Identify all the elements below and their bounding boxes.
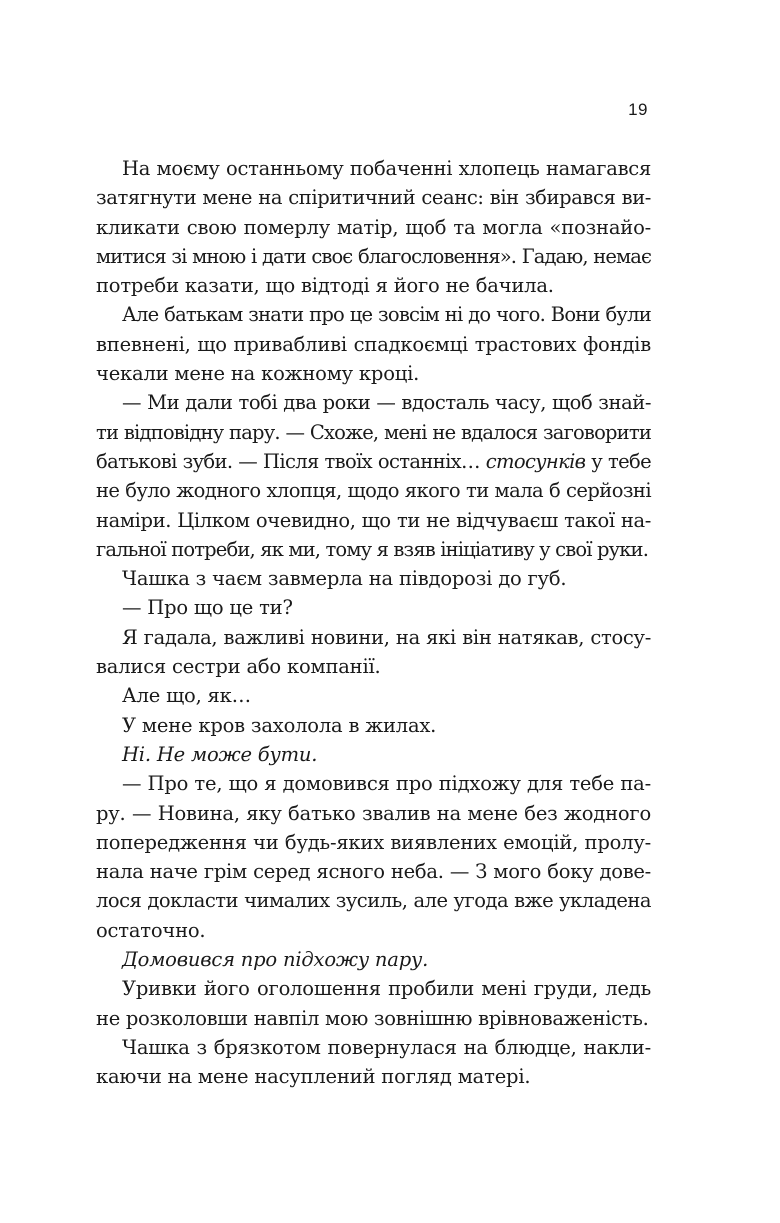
text-line-content: каючи на мене насуплений погляд матері.: [96, 1065, 531, 1089]
text-line: [96, 1033, 651, 1062]
text-line: [96, 1062, 651, 1091]
text-line-content: Я гадала, важливі новини, на які він натякав, стосу-: [122, 625, 651, 649]
text-line: [96, 1004, 651, 1033]
text-line-content: остаточно.: [96, 918, 206, 942]
text-line: [96, 652, 651, 681]
text-line-content: ти відповідну пару. — Схоже, мені не вдалося заговорити: [96, 420, 651, 444]
text-line-content: чекали мене на кожному кроці.: [96, 362, 420, 386]
text-line: [96, 506, 651, 535]
text-line: [96, 623, 651, 652]
page-number: 19: [628, 100, 648, 119]
text-line-content: Чашка з брязкотом повернулася на блюдце, накли-: [122, 1035, 651, 1059]
text-line: [96, 535, 651, 564]
text-line: [96, 769, 651, 798]
text-line: [96, 300, 651, 329]
text-line: [96, 418, 651, 447]
text-line-content: — Про що це ти?: [122, 596, 293, 620]
text-line: [96, 271, 651, 300]
text-line-content: затягнути мене на спіритичний сеанс: він збирався ви-: [96, 186, 651, 210]
text-line: [96, 886, 651, 915]
text-line-content: не було жодного хлопця, щодо якого ти мала б серйозні: [96, 479, 651, 503]
text-line: [96, 857, 651, 886]
text-line: [96, 593, 651, 622]
text-line: [96, 711, 651, 740]
text-line-tail: у тебе: [585, 449, 651, 473]
text-line: [96, 183, 651, 212]
text-line-content: впевнені, що привабливі спадкоємці трастових фондів: [96, 332, 651, 356]
text-line-content: Чашка з чаєм завмерла на півдорозі до губ.: [122, 567, 567, 591]
text-line-content: валися сестри або компанії.: [96, 655, 381, 679]
text-line-content: митися зі мною і дати своє благословення». Гадаю, немає: [96, 244, 651, 268]
text-line-content: Але що, як…: [122, 684, 251, 708]
text-line-content: Уривки його оголошення пробили мені груди, ледь: [122, 977, 651, 1001]
text-line-content: На моєму останньому побаченні хлопець намагався: [122, 157, 651, 180]
text-line: [96, 476, 651, 505]
text-line-content: наміри. Цілком очевидно, що ти не відчуваєш такої на-: [96, 508, 651, 532]
text-line: [96, 564, 651, 593]
text-line-content: ру. — Новина, яку батько звалив на мене без жодного: [96, 801, 651, 825]
text-line-content: лося докласти чималих зусиль, але угода вже укладена: [96, 889, 651, 913]
text-line-content: Домовився про підхожу пару.: [122, 948, 429, 972]
text-line-content: — Про те, що я домовився про підхожу для тебе па-: [122, 772, 651, 796]
text-line: [96, 916, 651, 945]
text-line-content: потреби казати, що відтоді я його не бачила.: [96, 274, 554, 298]
text-line: [96, 447, 651, 476]
text-line: [96, 330, 651, 359]
text-line-content: не розколовши навпіл мою зовнішню врівноваженість.: [96, 1006, 649, 1030]
text-line: [96, 828, 651, 857]
text-line: [96, 388, 651, 417]
text-line: [96, 213, 651, 242]
text-line: [96, 242, 651, 271]
text-line-content: Але батькам знати про це зовсім ні до чого. Вони були: [122, 303, 651, 327]
text-line: [96, 154, 651, 183]
text-line: [96, 799, 651, 828]
text-line-content: — Ми дали тобі два роки — вдосталь часу, щоб знай-: [122, 391, 651, 415]
text-line-content: Ні. Не може бути.: [122, 742, 318, 766]
text-line: [96, 359, 651, 388]
text-line-content: кликати свою померлу матір, щоб та могла «познайо-: [96, 215, 651, 239]
text-line-content: нала наче грім серед ясного неба. — З мого боку дове-: [96, 860, 651, 884]
text-line-content: попередження чи будь-яких виявлених емоцій, пролу-: [96, 830, 651, 854]
text-line-content: батькові зуби. — Після твоїх останніх…: [96, 449, 486, 473]
text-line: [96, 945, 651, 974]
body-text: [96, 154, 651, 1092]
text-line: [96, 681, 651, 710]
emphasis-word: стосунків: [485, 449, 586, 473]
text-line-content: гальної потреби, як ми, тому я взяв ініціативу у свої руки.: [96, 537, 649, 561]
text-line: [96, 740, 651, 769]
text-line: [96, 974, 651, 1003]
text-line-content: У мене кров захолола в жилах.: [122, 713, 437, 737]
